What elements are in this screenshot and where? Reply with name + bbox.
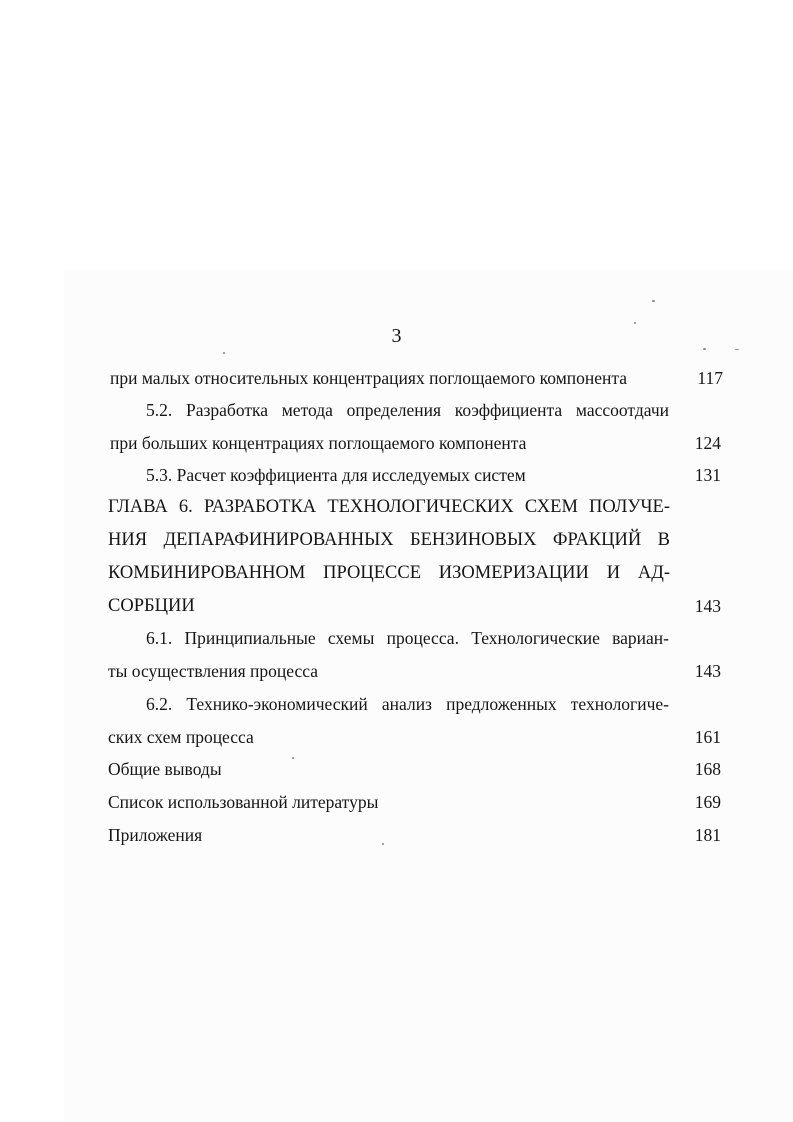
toc-line: Список использованной литературы [108,792,379,812]
toc-line: 6.1. Принципиальные схемы процесса. Технологические вариан- [146,628,669,648]
scan-speck [703,348,706,350]
scan-speck [292,757,294,759]
toc-line: ты осуществления процесса [108,661,318,681]
scan-speck [652,300,655,302]
scan-speck [735,349,739,350]
scan-speck [382,843,384,845]
chapter-heading-line: НИЯ ДЕПАРАФИНИРОВАННЫХ БЕНЗИНОВЫХ ФРАКЦИЙ В [108,530,670,550]
toc-page: 168 [694,759,721,779]
toc-page: 143 [694,661,721,681]
toc-page: 131 [694,465,721,485]
page-number: 3 [391,325,402,347]
toc-line: 5.3. Расчет коэффициента для исследуемых систем [146,465,526,485]
scan-margin [0,0,793,270]
toc-line: Общие выводы [108,759,222,779]
toc-page: 143 [694,596,721,616]
page-sheet [64,262,793,1122]
toc-page: 161 [694,727,721,747]
scan-speck [634,322,636,324]
toc-page: 169 [694,792,721,812]
toc-page: 181 [694,825,721,845]
chapter-heading-line: СОРБЦИИ [108,596,195,616]
toc-page: 117 [697,368,723,388]
toc-line: ских схем процесса [108,727,254,747]
toc-line: 6.2. Технико-экономический анализ предложенных технологиче- [146,694,669,714]
toc-line: 5.2. Разработка метода определения коэффициента массоотдачи [146,400,669,420]
toc-line: при больших концентрациях поглощаемого компонента [110,433,527,453]
toc-page: 124 [694,433,721,453]
toc-line: Приложения [108,825,203,845]
toc-line: при малых относительных концентрациях поглощаемого компонента [110,368,628,388]
chapter-heading-line: КОМБИНИРОВАННОМ ПРОЦЕССЕ ИЗОМЕРИЗАЦИИ И АД- [108,563,670,583]
scan-speck [223,352,225,354]
chapter-heading-line: ГЛАВА 6. РАЗРАБОТКА ТЕХНОЛОГИЧЕСКИХ СХЕМ ПОЛУЧЕ- [108,497,670,517]
